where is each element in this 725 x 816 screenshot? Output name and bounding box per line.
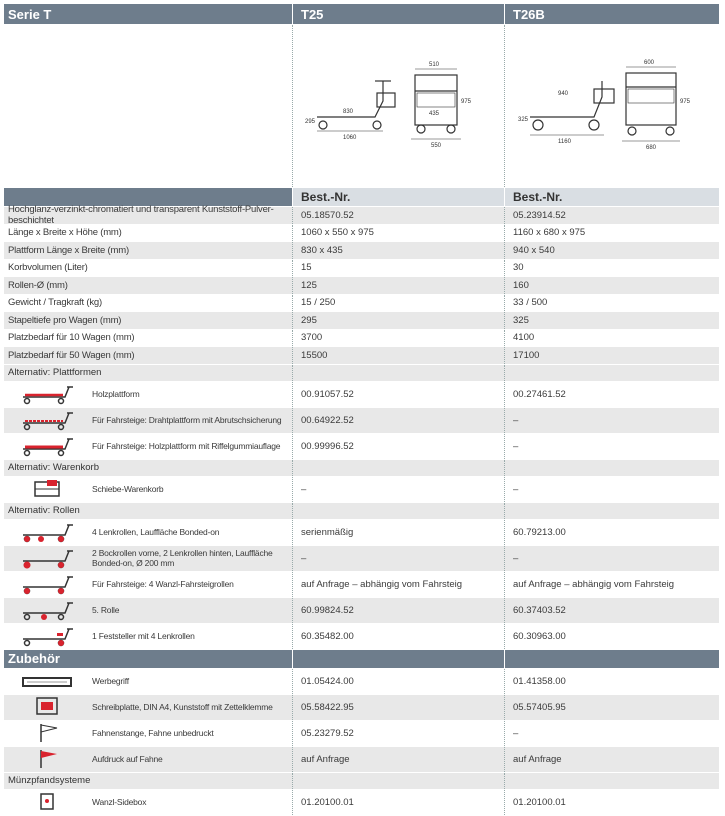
spec-label: Gewicht / Tragkraft (kg) [8, 297, 102, 309]
item-t25: – [292, 477, 504, 502]
item-t25: auf Anfrage [292, 747, 504, 772]
item-t25: 01.05424.00 [292, 669, 504, 694]
item-label: Werbegriff [92, 676, 129, 686]
spec-label: Rollen-Ø (mm) [8, 279, 68, 291]
t26b-drawing [504, 25, 719, 187]
item-t26b: 00.27461.52 [504, 382, 719, 407]
item-label: Wanzl-Sidebox [92, 797, 147, 807]
t26b-length: 1160 [558, 139, 571, 145]
spec-label: Hochglanz-verzinkt-chromatiert und transparent Kunststoff-Pulver-beschichtet [8, 204, 274, 227]
item-t26b: – [504, 408, 719, 433]
cart-escalator-castors-icon [8, 573, 86, 595]
spec-row [4, 225, 719, 243]
item-label: 5. Rolle [92, 605, 120, 615]
item-t26b: auf Anfrage [504, 747, 719, 772]
section-warenkorb-label: Alternativ: Warenkorb [8, 462, 99, 473]
col-t26b-title: T26B [504, 4, 719, 24]
cart-brake-castor-icon [8, 625, 86, 647]
spec-label: Platzbedarf für 50 Wagen (mm) [8, 349, 135, 361]
t26b-width2: 680 [646, 145, 657, 151]
spec-label: Platzbedarf für 10 Wagen (mm) [8, 332, 135, 344]
spec-t25: 295 [292, 312, 504, 329]
item-row [4, 624, 719, 650]
item-label: Für Fahrsteige: Drahtplattform mit Abrutschsicherung [92, 415, 282, 425]
spec-label: Stapeltiefe pro Wagen (mm) [8, 314, 122, 326]
table-header [4, 4, 719, 25]
t25-width: 510 [428, 62, 439, 68]
bestnr-t26b: Best.-Nr. [504, 188, 719, 206]
cart-rubber-platform-icon [8, 435, 86, 457]
item-label: Schiebe-Warenkorb [92, 484, 164, 494]
advertising-handle-icon [8, 670, 86, 692]
item-label: Holzplattform [92, 389, 140, 399]
section-muenzpfand-label: Münzpfandsysteme [8, 775, 91, 786]
t25-height: 975 [460, 99, 471, 105]
item-label: Schreibplatte, DIN A4, Kunststoff mit Zettelklemme [92, 702, 273, 712]
spec-row [4, 347, 719, 365]
item-t25: – [292, 546, 504, 571]
spec-t26b: 940 x 540 [504, 242, 719, 259]
spec-row [4, 277, 719, 295]
t26b-h-small: 325 [518, 117, 529, 123]
cart-4-castors-icon [8, 521, 86, 543]
spec-label: Länge x Breite x Höhe (mm) [8, 227, 122, 239]
item-row [4, 546, 719, 572]
item-label: 2 Bockrollen vorne, 2 Lenkrollen hinten, Lauffläche Bonded-on, Ø 200 mm [92, 548, 273, 568]
spec-row [4, 260, 719, 278]
spec-t26b: 30 [504, 260, 719, 277]
spec-t26b: 33 / 500 [504, 295, 719, 312]
spec-t25: 830 x 435 [292, 242, 504, 259]
sliding-basket-icon [8, 478, 86, 500]
spec-t26b: 160 [504, 277, 719, 294]
item-t25: 00.64922.52 [292, 408, 504, 433]
item-t25: serienmäßig [292, 520, 504, 545]
spec-t26b: 4100 [504, 330, 719, 347]
item-label: 4 Lenkrollen, Lauffläche Bonded-on [92, 527, 220, 537]
zubehoer-header [4, 650, 719, 669]
product-table [4, 4, 719, 816]
spec-t26b: 17100 [504, 347, 719, 364]
spec-label: Korbvolumen (Liter) [8, 262, 88, 274]
t25-length: 1060 [342, 135, 356, 141]
spec-row [4, 242, 719, 260]
spec-t25: 15 / 250 [292, 295, 504, 312]
spec-label: Plattform Länge x Breite (mm) [8, 244, 129, 256]
flag-print-icon [8, 748, 86, 770]
item-label: Für Fahrsteige: 4 Wanzl-Fahrsteigrollen [92, 579, 234, 589]
item-row [4, 477, 719, 503]
item-row [4, 382, 719, 408]
t26b-platform-len: 940 [558, 91, 569, 97]
item-t25: 60.35482.00 [292, 624, 504, 649]
item-row [4, 669, 719, 695]
item-row [4, 721, 719, 747]
writing-board-icon [8, 696, 86, 718]
t25-platform-len: 830 [342, 109, 353, 115]
item-t26b: 60.79213.00 [504, 520, 719, 545]
t26b-height: 975 [680, 99, 691, 105]
col-t25-title: T25 [292, 4, 504, 24]
cart-2-castors-icon [8, 547, 86, 569]
item-row [4, 598, 719, 624]
item-label: 1 Feststeller mit 4 Lenkrollen [92, 631, 195, 641]
item-t26b: 05.57405.95 [504, 695, 719, 720]
t25-platform-w: 435 [428, 111, 439, 117]
spec-t26b: 325 [504, 312, 719, 329]
coin-sidebox-icon [8, 791, 86, 813]
spec-t25: 3700 [292, 330, 504, 347]
drawing-row [4, 25, 719, 188]
series-title: Serie T [8, 6, 52, 22]
spec-t25: 125 [292, 277, 504, 294]
t25-width2: 550 [430, 143, 441, 149]
spec-row [4, 312, 719, 330]
item-row [4, 790, 719, 816]
item-t25: 05.58422.95 [292, 695, 504, 720]
item-t26b: – [504, 546, 719, 571]
zubehoer-title: Zubehör [8, 651, 60, 666]
spec-t25: 15500 [292, 347, 504, 364]
item-t25: 01.20100.01 [292, 790, 504, 815]
spec-t26b: 1160 x 680 x 975 [504, 225, 719, 242]
section-rollen [4, 503, 719, 520]
t25-drawing [292, 25, 504, 187]
item-t26b: – [504, 434, 719, 459]
section-muenzpfand [4, 773, 719, 790]
item-t26b: 01.41358.00 [504, 669, 719, 694]
item-label: Für Fahrsteige: Holzplattform mit Riffelgummiauflage [92, 441, 281, 451]
flag-pole-icon [8, 722, 86, 744]
cart-wire-platform-icon [8, 409, 86, 431]
item-t25: 05.23279.52 [292, 721, 504, 746]
spec-row [4, 330, 719, 348]
spec-row [4, 295, 719, 313]
t26b-width: 600 [644, 60, 655, 66]
cart-5th-castor-icon [8, 599, 86, 621]
item-row [4, 747, 719, 773]
section-plattformen [4, 365, 719, 382]
item-t25: 60.99824.52 [292, 598, 504, 623]
item-row [4, 520, 719, 546]
item-t26b: – [504, 721, 719, 746]
spec-t25: 1060 x 550 x 975 [292, 225, 504, 242]
spec-t26b: 05.23914.52 [504, 207, 719, 224]
item-row [4, 434, 719, 460]
spec-t25: 05.18570.52 [292, 207, 504, 224]
item-t26b: 01.20100.01 [504, 790, 719, 815]
item-t25: 00.91057.52 [292, 382, 504, 407]
item-t25: auf Anfrage – abhängig vom Fahrsteig [292, 572, 504, 597]
item-t26b: – [504, 477, 719, 502]
item-label: Aufdruck auf Fahne [92, 754, 163, 764]
item-row [4, 572, 719, 598]
cart-wood-platform-icon [8, 383, 86, 405]
item-row [4, 408, 719, 434]
item-row [4, 695, 719, 721]
section-plattformen-label: Alternativ: Plattformen [8, 367, 102, 378]
spec-t25: 15 [292, 260, 504, 277]
section-rollen-label: Alternativ: Rollen [8, 505, 80, 516]
item-t26b: 60.37403.52 [504, 598, 719, 623]
item-t25: 00.99996.52 [292, 434, 504, 459]
spec-row [4, 204, 719, 227]
item-label: Fahnenstange, Fahne unbedruckt [92, 728, 214, 738]
t25-h-small: 295 [304, 119, 315, 125]
item-t26b: 60.30963.00 [504, 624, 719, 649]
item-t26b: auf Anfrage – abhängig vom Fahrsteig [504, 572, 719, 597]
bestnr-t25: Best.-Nr. [292, 188, 504, 206]
section-warenkorb [4, 460, 719, 477]
